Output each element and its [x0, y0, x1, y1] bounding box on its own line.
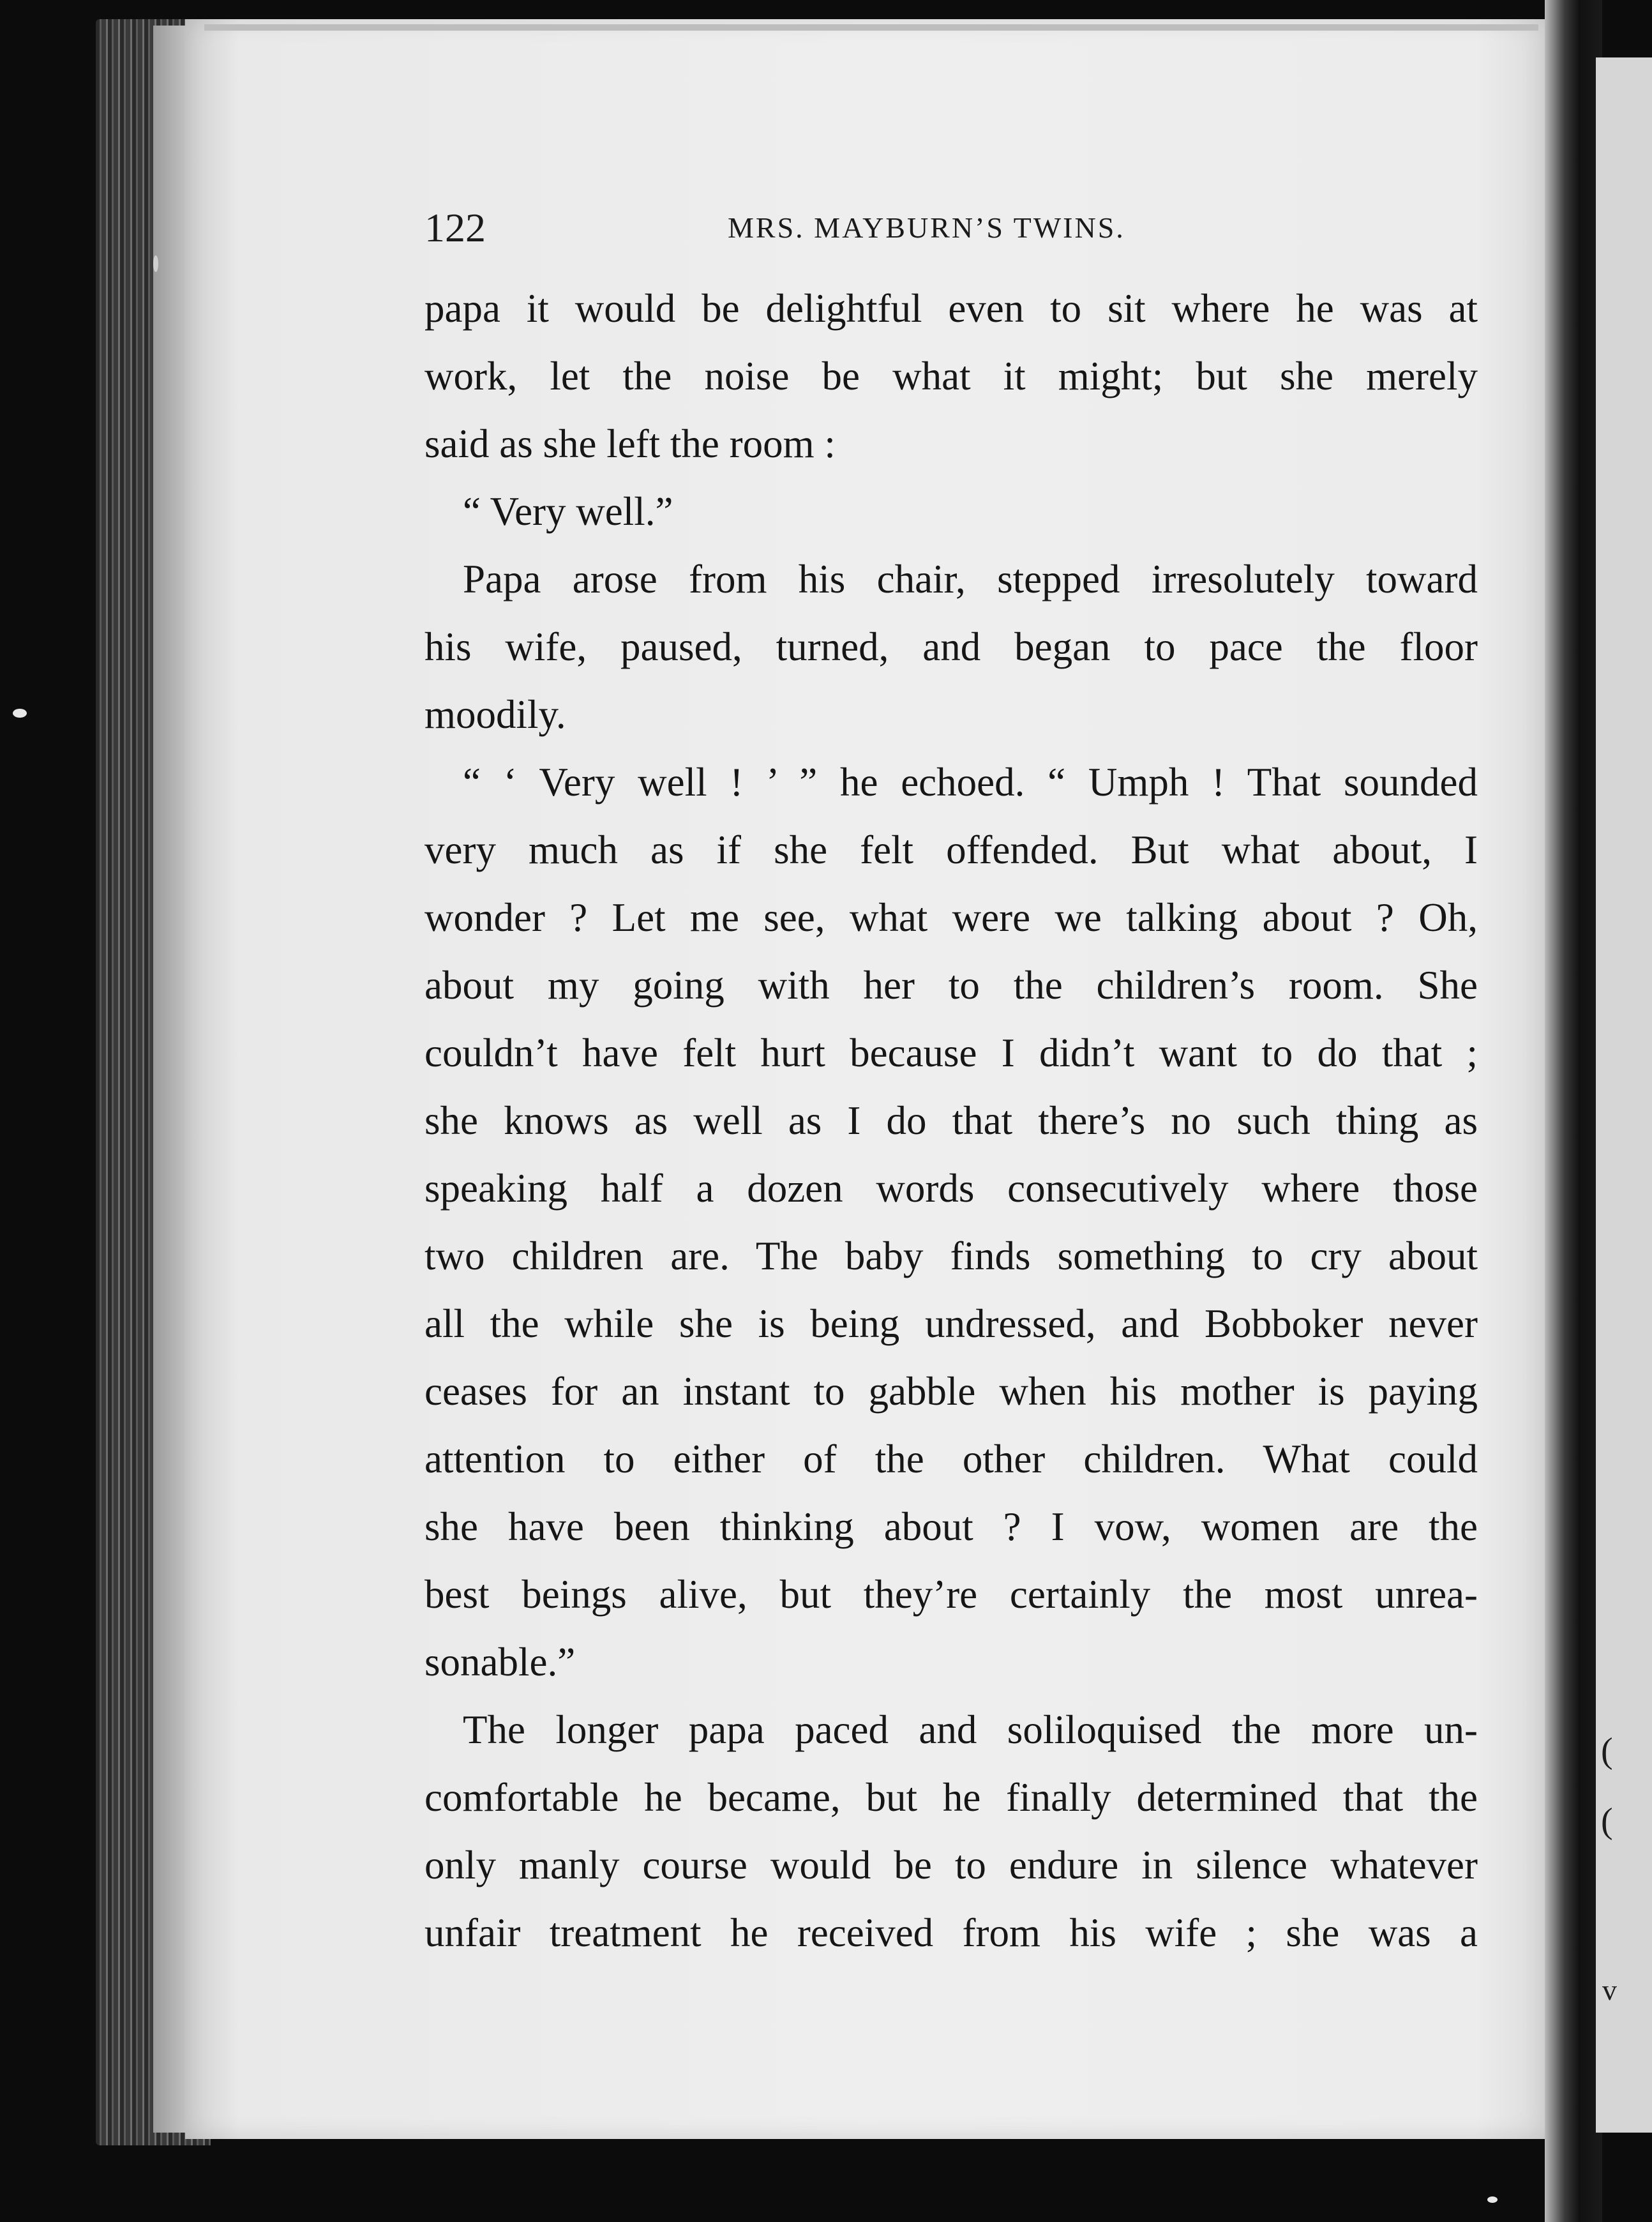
text-line: she have been thinking about ? I vow, women are the: [424, 1504, 1478, 1549]
page-top-edge: [204, 24, 1538, 31]
facing-page-glyph: (: [1601, 1801, 1613, 1841]
text-line: sonable.”: [424, 1640, 576, 1684]
page-body-text: [424, 275, 1478, 1967]
text-line: said as she left the room :: [424, 421, 836, 466]
text-line: about my going with her to the children’s room. She: [424, 963, 1478, 1008]
text-line: ceases for an instant to gabble when his mother is paying: [424, 1369, 1478, 1414]
text-line: wonder ? Let me see, what were we talking about ? Oh,: [424, 895, 1478, 940]
book-gutter: [1545, 0, 1602, 2222]
page-header: [424, 204, 1484, 262]
facing-page-glyph: (: [1601, 1731, 1613, 1771]
text-line: only manly course would be to endure in silence whatever: [424, 1843, 1478, 1887]
facing-page-sliver: [1596, 57, 1652, 2133]
running-head: MRS. MAYBURN’S TWINS.: [728, 211, 1125, 244]
text-line: very much as if she felt offended. But what about, I: [424, 828, 1478, 872]
text-line: his wife, paused, turned, and began to pace the floor: [424, 624, 1478, 669]
text-line: comfortable he became, but he finally determined that the: [424, 1775, 1478, 1820]
text-line: moodily.: [424, 692, 566, 737]
scan-speck: [13, 709, 27, 718]
text-line: papa it would be delightful even to sit where he was at: [424, 286, 1478, 331]
facing-page-glyph: v: [1602, 1974, 1617, 2006]
text-line: she knows as well as I do that there’s no such thing as: [424, 1098, 1478, 1143]
page-number: 122: [424, 205, 486, 250]
text-line: Papa arose from his chair, stepped irresolutely toward: [463, 557, 1478, 601]
text-line: two children are. The baby finds something to cry about: [424, 1234, 1478, 1278]
text-line: best beings alive, but they’re certainly the most unrea-: [424, 1572, 1478, 1617]
text-line: couldn’t have felt hurt because I didn’t want to do that ;: [424, 1031, 1478, 1075]
text-line: “ Very well.”: [463, 489, 673, 534]
text-line: unfair treatment he received from his wife ; she was a: [424, 1910, 1478, 1955]
text-line: all the while she is being undressed, and Bobboker never: [424, 1301, 1478, 1346]
scan-speck: [1487, 2196, 1498, 2203]
text-line: attention to either of the other children. What could: [424, 1437, 1478, 1481]
text-line: speaking half a dozen words consecutively where those: [424, 1166, 1478, 1211]
scan-speck: [153, 255, 158, 272]
text-line: work, let the noise be what it might; but she merely: [424, 354, 1478, 398]
text-line: “ ‘ Very well ! ’ ” he echoed. “ Umph ! That sounded: [463, 760, 1478, 805]
text-line: The longer papa paced and soliloquised the more un-: [463, 1707, 1478, 1752]
